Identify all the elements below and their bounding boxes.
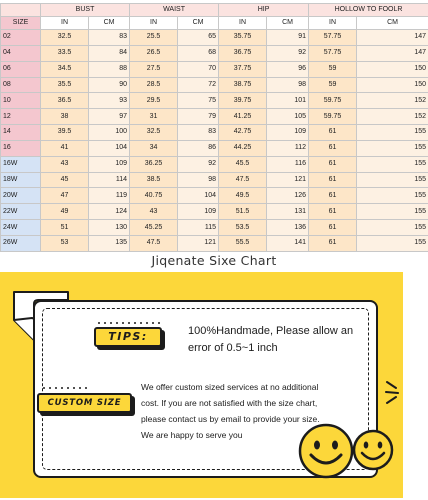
table-row <box>1 204 428 220</box>
unit-header-cm: CM <box>267 17 309 30</box>
table-row <box>1 30 428 46</box>
hip-cm-cell: 126 <box>267 188 309 204</box>
tips-tag-dots <box>98 322 160 324</box>
hollow-to-floor-in-cell: 59 <box>309 61 357 77</box>
page-fold-icon <box>10 290 70 344</box>
hollow-to-floor-in-cell: 59.75 <box>309 93 357 109</box>
waist-in-cell: 32.5 <box>130 125 178 141</box>
bust-in-cell: 39.5 <box>41 125 89 141</box>
unit-header-cm: CM <box>89 17 130 30</box>
hip-cm-cell: 105 <box>267 109 309 125</box>
hip-cm-cell: 136 <box>267 220 309 236</box>
unit-header-in: IN <box>219 17 267 30</box>
bust-cm-cell: 124 <box>89 204 130 220</box>
table-row <box>1 125 428 141</box>
hip-cm-cell: 121 <box>267 172 309 188</box>
waist-in-cell: 25.5 <box>130 30 178 46</box>
size-cell: 10 <box>1 93 41 109</box>
bust-cm-cell: 114 <box>89 172 130 188</box>
table-row <box>1 220 428 236</box>
hollow-to-floor-cm-cell: 155 <box>357 188 428 204</box>
waist-in-cell: 34 <box>130 140 178 156</box>
bust-in-cell: 38 <box>41 109 89 125</box>
waist-in-cell: 47.5 <box>130 235 178 251</box>
unit-header-in: IN <box>41 17 89 30</box>
waist-cm-cell: 83 <box>178 125 219 141</box>
table-row <box>1 188 428 204</box>
size-cell: 12 <box>1 109 41 125</box>
hip-in-cell: 36.75 <box>219 45 267 61</box>
hollow-to-floor-in-cell: 57.75 <box>309 45 357 61</box>
unit-header-cm: CM <box>357 17 428 30</box>
hip-in-cell: 47.5 <box>219 172 267 188</box>
unit-header-in: IN <box>130 17 178 30</box>
bust-in-cell: 45 <box>41 172 89 188</box>
bust-in-cell: 47 <box>41 188 89 204</box>
waist-cm-cell: 115 <box>178 220 219 236</box>
bust-cm-cell: 100 <box>89 125 130 141</box>
waist-in-cell: 45.25 <box>130 220 178 236</box>
table-row <box>1 156 428 172</box>
bust-cm-cell: 93 <box>89 93 130 109</box>
hollow-to-floor-cm-cell: 155 <box>357 125 428 141</box>
tips-text: 100%Handmade, Please allow an error of 0.5~1 inch <box>188 325 354 354</box>
size-cell: 06 <box>1 61 41 77</box>
bust-in-cell: 36.5 <box>41 93 89 109</box>
waist-in-cell: 43 <box>130 204 178 220</box>
waist-cm-cell: 104 <box>178 188 219 204</box>
hollow-to-floor-in-cell: 61 <box>309 235 357 251</box>
group-header-waist: WAIST <box>130 4 219 17</box>
hip-in-cell: 55.5 <box>219 235 267 251</box>
hip-cm-cell: 98 <box>267 77 309 93</box>
group-header-blank <box>1 4 41 17</box>
hip-cm-cell: 131 <box>267 204 309 220</box>
bust-cm-cell: 97 <box>89 109 130 125</box>
size-chart-table <box>0 3 428 252</box>
unit-header-row <box>1 17 428 30</box>
bust-cm-cell: 88 <box>89 61 130 77</box>
waist-in-cell: 40.75 <box>130 188 178 204</box>
hip-in-cell: 49.5 <box>219 188 267 204</box>
size-cell: 18W <box>1 172 41 188</box>
hip-cm-cell: 112 <box>267 140 309 156</box>
hollow-to-floor-in-cell: 61 <box>309 156 357 172</box>
waist-cm-cell: 75 <box>178 93 219 109</box>
hip-in-cell: 42.75 <box>219 125 267 141</box>
smiley-face-icon <box>352 429 394 471</box>
tips-label: TIPS: <box>94 327 162 347</box>
hollow-to-floor-cm-cell: 155 <box>357 172 428 188</box>
waist-cm-cell: 79 <box>178 109 219 125</box>
hip-cm-cell: 109 <box>267 125 309 141</box>
size-cell: 08 <box>1 77 41 93</box>
hollow-to-floor-in-cell: 61 <box>309 125 357 141</box>
group-header-hollow-to-floor: HOLLOW TO FOOLR <box>309 4 428 17</box>
hip-cm-cell: 91 <box>267 30 309 46</box>
bust-cm-cell: 130 <box>89 220 130 236</box>
waist-cm-cell: 68 <box>178 45 219 61</box>
hollow-to-floor-cm-cell: 152 <box>357 93 428 109</box>
unit-header-cm: CM <box>178 17 219 30</box>
hollow-to-floor-in-cell: 61 <box>309 140 357 156</box>
waist-in-cell: 38.5 <box>130 172 178 188</box>
waist-cm-cell: 70 <box>178 61 219 77</box>
waist-cm-cell: 121 <box>178 235 219 251</box>
waist-in-cell: 31 <box>130 109 178 125</box>
custom-size-line: cost. If you are not satisfied with the size chart, <box>141 398 318 408</box>
hollow-to-floor-in-cell: 61 <box>309 204 357 220</box>
hollow-to-floor-cm-cell: 155 <box>357 204 428 220</box>
hollow-to-floor-in-cell: 61 <box>309 172 357 188</box>
size-cell: 16W <box>1 156 41 172</box>
hip-in-cell: 45.5 <box>219 156 267 172</box>
table-row <box>1 77 428 93</box>
sparkle-lines-icon <box>384 378 404 408</box>
hollow-to-floor-cm-cell: 147 <box>357 45 428 61</box>
bust-in-cell: 51 <box>41 220 89 236</box>
size-cell: 26W <box>1 235 41 251</box>
waist-cm-cell: 92 <box>178 156 219 172</box>
bust-cm-cell: 84 <box>89 45 130 61</box>
group-header-bust: BUST <box>41 4 130 17</box>
group-header-row <box>1 4 428 17</box>
size-cell: 14 <box>1 125 41 141</box>
hip-in-cell: 41.25 <box>219 109 267 125</box>
chart-caption: Jiqenate Sixe Chart <box>151 253 277 268</box>
hip-cm-cell: 116 <box>267 156 309 172</box>
waist-in-cell: 29.5 <box>130 93 178 109</box>
hip-in-cell: 39.75 <box>219 93 267 109</box>
size-cell: 20W <box>1 188 41 204</box>
hip-cm-cell: 92 <box>267 45 309 61</box>
smiley-face-icon <box>298 423 354 479</box>
table-row <box>1 45 428 61</box>
bust-cm-cell: 109 <box>89 156 130 172</box>
bust-in-cell: 49 <box>41 204 89 220</box>
hip-cm-cell: 101 <box>267 93 309 109</box>
waist-cm-cell: 86 <box>178 140 219 156</box>
custom-size-line: please contact us by email to provide your size. <box>141 414 320 424</box>
bust-in-cell: 41 <box>41 140 89 156</box>
bust-in-cell: 35.5 <box>41 77 89 93</box>
waist-cm-cell: 109 <box>178 204 219 220</box>
table-row <box>1 93 428 109</box>
hip-cm-cell: 141 <box>267 235 309 251</box>
hip-cm-cell: 96 <box>267 61 309 77</box>
hollow-to-floor-cm-cell: 150 <box>357 77 428 93</box>
size-column-header: SIZE <box>1 17 41 30</box>
bust-cm-cell: 90 <box>89 77 130 93</box>
hollow-to-floor-cm-cell: 155 <box>357 140 428 156</box>
hollow-to-floor-cm-cell: 147 <box>357 30 428 46</box>
hollow-to-floor-cm-cell: 155 <box>357 220 428 236</box>
waist-in-cell: 28.5 <box>130 77 178 93</box>
table-row <box>1 172 428 188</box>
hip-in-cell: 35.75 <box>219 30 267 46</box>
size-cell: 04 <box>1 45 41 61</box>
bust-cm-cell: 119 <box>89 188 130 204</box>
size-cell: 24W <box>1 220 41 236</box>
hollow-to-floor-in-cell: 61 <box>309 220 357 236</box>
hip-in-cell: 37.75 <box>219 61 267 77</box>
hollow-to-floor-in-cell: 61 <box>309 188 357 204</box>
bust-cm-cell: 83 <box>89 30 130 46</box>
bust-in-cell: 34.5 <box>41 61 89 77</box>
waist-in-cell: 27.5 <box>130 61 178 77</box>
waist-cm-cell: 72 <box>178 77 219 93</box>
waist-in-cell: 36.25 <box>130 156 178 172</box>
hollow-to-floor-cm-cell: 155 <box>357 235 428 251</box>
hollow-to-floor-cm-cell: 150 <box>357 61 428 77</box>
bust-cm-cell: 135 <box>89 235 130 251</box>
bust-in-cell: 32.5 <box>41 30 89 46</box>
unit-header-in: IN <box>309 17 357 30</box>
hip-in-cell: 38.75 <box>219 77 267 93</box>
size-cell: 16 <box>1 140 41 156</box>
table-row <box>1 61 428 77</box>
bust-in-cell: 53 <box>41 235 89 251</box>
size-cell: 02 <box>1 30 41 46</box>
custom-size-line: We offer custom sized services at no additional <box>141 382 319 392</box>
waist-cm-cell: 98 <box>178 172 219 188</box>
custom-size-label: CUSTOM SIZE <box>37 393 132 413</box>
table-row <box>1 235 428 251</box>
size-cell: 22W <box>1 204 41 220</box>
table-row <box>1 109 428 125</box>
waist-in-cell: 26.5 <box>130 45 178 61</box>
table-row <box>1 140 428 156</box>
size-table-body <box>1 30 428 252</box>
bust-in-cell: 43 <box>41 156 89 172</box>
hollow-to-floor-in-cell: 59 <box>309 77 357 93</box>
hollow-to-floor-in-cell: 57.75 <box>309 30 357 46</box>
bust-cm-cell: 104 <box>89 140 130 156</box>
custom-size-line: We are happy to serve you <box>141 430 243 440</box>
hip-in-cell: 44.25 <box>219 140 267 156</box>
hollow-to-floor-cm-cell: 152 <box>357 109 428 125</box>
waist-cm-cell: 65 <box>178 30 219 46</box>
hip-in-cell: 51.5 <box>219 204 267 220</box>
hip-in-cell: 53.5 <box>219 220 267 236</box>
custom-size-tag-dots <box>43 387 87 389</box>
hollow-to-floor-in-cell: 59.75 <box>309 109 357 125</box>
hollow-to-floor-cm-cell: 155 <box>357 156 428 172</box>
group-header-hip: HIP <box>219 4 309 17</box>
bust-in-cell: 33.5 <box>41 45 89 61</box>
